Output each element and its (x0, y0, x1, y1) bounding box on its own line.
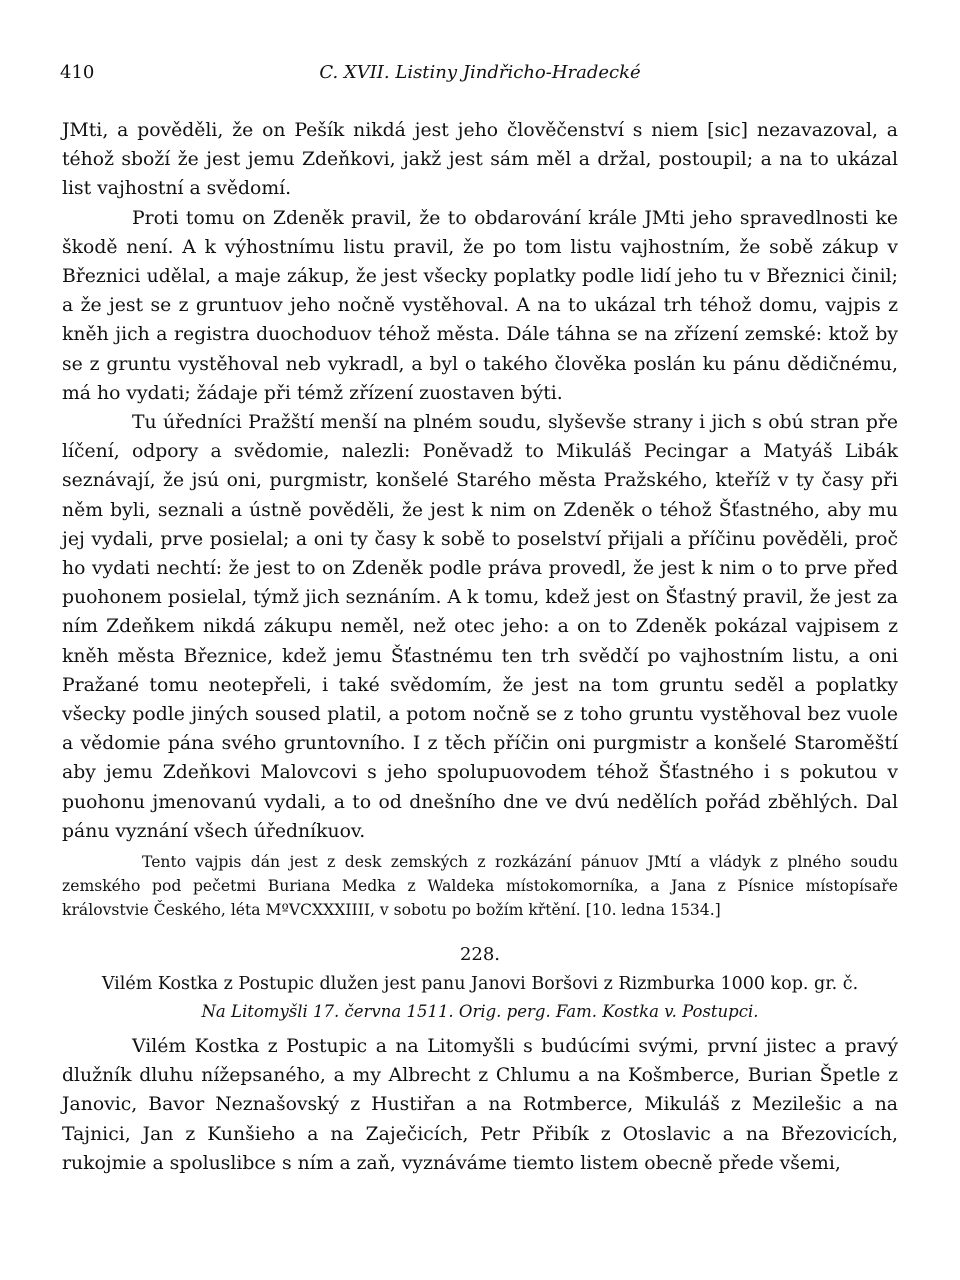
document-number: 228. (459, 944, 501, 966)
footnote-note: Tento vajpis dán jest z desk zemských z rozkázání pánuov JMtí a vládyk z plného soudu zemského pod pečetmi Buriana Medka z Waldeka místokomorníka, a Jana z Písnice místopísaře královstvie Českého, léta MºVCXXXIIII, v sobotu po božím křtění. [10. ledna 1534.] (62, 853, 898, 920)
document-source: Na Litomyšli 17. června 1511. Orig. perg. Fam. Kostka v. Postupci. (201, 1002, 759, 1022)
document-body: Vilém Kostka z Postupic a na Litomyšli s budúcími svými, první jistec a pravý dlužník dluhu nížepsaného, a my Albrecht z Chlumu a na Košmberce, Burian Špetle z Janovic, Bavor Neznašovský z Hustiřan a na Rotmberce, Mikuláš z Mezilešic a na Tajnici, Jan z Kunšieho a na Zaječicích, Petr Přibík z Otoslavic a na Březovicích, rukojmie a spoluslibce s ním a zaň, vyznáváme tiemto listem obecně přede všemi, (62, 1036, 898, 1174)
paragraph-2: Proti tomu on Zdeněk pravil, že to obdarování krále JMti jeho spravedlnosti ke škodě není. A k výhostnímu listu pravil, že po tom listu vajhostním, že sobě zákup v Březnici udělal, a maje zákup, že jest všecky poplatky podle lidí jeho tu v Březnici činil; a že jest se z gruntuov jeho nočně vystěhoval. A na to ukázal trh téhož domu, vajpis z kněh jich a registra duochoduov téhož města. Dále táhna se na zřízení zemské: ktož by se z gruntu vystěhoval neb vykradl, a byl o takého člověka poslán ku pánu dědičnému, má ho vydati; žádaje při témž zřízení zuostaven býti. (62, 207, 898, 404)
page-number: 410 (60, 62, 95, 83)
page-header (60, 62, 900, 90)
running-head: C. XVII. Listiny Jindřicho-Hradecké (319, 62, 641, 83)
paragraph-3: Tu úředníci Pražští menší na plném soudu, slyševše strany i jich s obú stran pře líčení, odpory a svědomie, nalezli: Poněvadž to Mikuláš Pecingar a Matyáš Libák seznávají, že jsú oni, purgmistr, konšelé Starého města Pražského, kteříž v ty časy při něm byli, seznali a ústně pověděli, že jest k nim on Zdeněk o téhož Šťastného, aby mu jej vydali, prve posielal; a oni ty časy k sobě to poselství přijali a příčinu pověděli, proč ho vydati nechtí: že jest to on Zdeněk podle práva provedl, že jest k nim o to prve před puohonem posielal, týmž jich seznáním. A k tomu, kdež jest on Šťastný pravil, že jest za ním Zdeňkem nikdá zákupu neměl, než otec jeho: a on to Zdeněk pokázal vajpisem z kněh města Březnice, kdež jemu Šťastnému ten trh svědčí po vajhostním listu, a oni Pražané tomu neotepřeli, i také svědomím, že jest na tom gruntu seděl a poplatky všecky podle jiných soused platil, a potom nočně se z toho gruntu vystěhoval bez vuole a vědomie pána svého gruntovního. I z těch příčin oni purgmistr a konšelé Staroměští aby jemu Zdeňkovi Malovcovi s jeho spolupuovodem téhož Šťastného i s pokutou v puohonu jmenovanú vydali, a to od dnešního dne ve dvú nedělích pořád zběhlých. Dal pánu vyznání všech úředníkuov. (62, 412, 898, 842)
paragraph-1: JMti, a pověděli, že on Pešík nikdá jest jeho člověčenství s niem [sic] nezavazoval, a téhož sboží že jest jemu Zdeňkovi, jakž jest sám měl a držal, postoupil; a na to ukázal list vajhostní a svědomí. (62, 120, 898, 200)
page-body (62, 116, 898, 1178)
document-title: Vilém Kostka z Postupic dlužen jest panu Janovi Boršovi z Rizmburka 1000 kop. gr. č. (101, 974, 859, 995)
